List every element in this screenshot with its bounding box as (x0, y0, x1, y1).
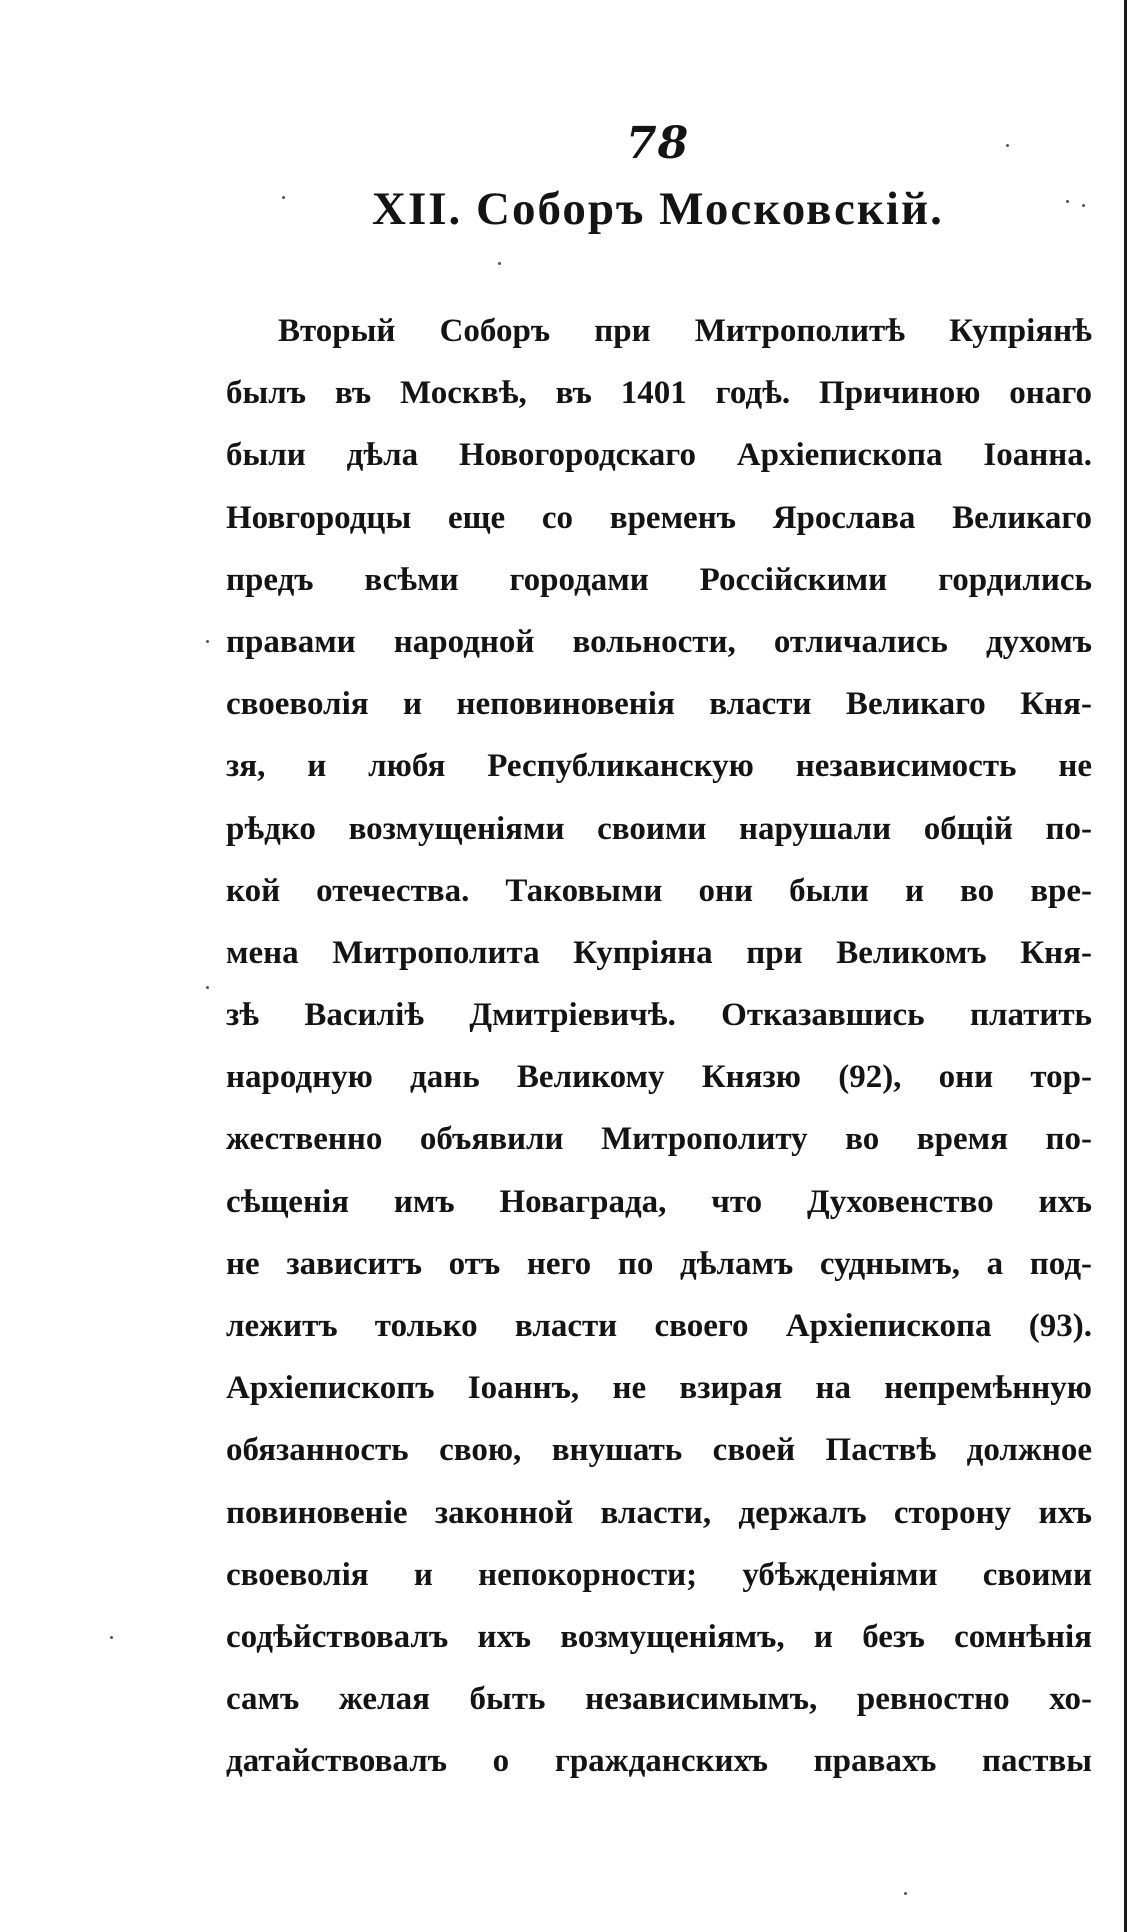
text-line: правами народной вольности, отличались духомъ (226, 623, 1092, 660)
scan-speck (904, 1892, 907, 1895)
scan-speck (498, 262, 501, 265)
text-line: предъ всѣми городами Россійскими гордились (226, 561, 1092, 598)
text-line: лежитъ только власти своего Архіепископа (93). (226, 1308, 1092, 1344)
text-line: сѣщенія имъ Новаграда, что Духовенство ихъ (226, 1183, 1092, 1220)
body-text (226, 300, 1092, 1793)
text-line: содѣйствовалъ ихъ возмущеніямъ, и безъ сомнѣнія (226, 1618, 1092, 1655)
text-line: своеволія и непокорности; убѣжденіями своими (226, 1556, 1092, 1593)
text-line: народную дань Великому Князю (92), они тор- (226, 1059, 1092, 1096)
text-line: мена Митрополита Купріяна при Великомъ Кня- (226, 934, 1092, 971)
text-line: жественно объявили Митрополиту во время по- (226, 1121, 1092, 1158)
text-line: зя, и любя Республиканскую независимость не (226, 748, 1092, 785)
text-line: былъ въ Москвѣ, въ 1401 годѣ. Причиною онаго (226, 375, 1092, 412)
text-line: рѣдко возмущеніями своими нарушали общій по- (226, 810, 1092, 847)
page-edge-rule (1124, 0, 1127, 1932)
text-line: Архіепископъ Іоаннъ, не взирая на непремѣнную (226, 1370, 1092, 1407)
scan-speck (110, 1636, 113, 1639)
chapter-title: XII. Соборъ Московскій. (372, 183, 944, 235)
scan-speck (1066, 200, 1069, 203)
text-line: Вторый Соборъ при Митрополитѣ Купріянѣ (278, 313, 1092, 349)
text-line: Новгородцы еще со временъ Ярослава Великаго (226, 499, 1092, 536)
scan-speck (282, 196, 285, 199)
text-line: кой отечества. Таковыми они были и во вре- (226, 872, 1092, 909)
text-line: были дѣла Новогородскаго Архіепископа Іоанна. (226, 437, 1092, 474)
text-line: самъ желая быть независимымъ, ревностно хо- (226, 1681, 1092, 1718)
text-line: датайствовалъ о гражданскихъ правахъ паствы (226, 1743, 1092, 1780)
text-line: своеволія и неповиновенія власти Великаго Кня- (226, 686, 1092, 723)
scan-speck (1006, 144, 1009, 147)
text-line: повиновеніе законной власти, держалъ сторону ихъ (226, 1494, 1092, 1531)
page-number: 78 (626, 118, 690, 169)
text-line: зѣ Василіѣ Дмитріевичѣ. Отказавшись платить (226, 997, 1092, 1034)
text-line: обязанность свою, внушать своей Паствѣ должное (226, 1432, 1092, 1469)
text-line: не зависитъ отъ него по дѣламъ суднымъ, а под- (226, 1245, 1092, 1282)
scan-speck (1082, 204, 1085, 207)
scan-speck (206, 640, 209, 643)
scan-speck (206, 986, 209, 989)
